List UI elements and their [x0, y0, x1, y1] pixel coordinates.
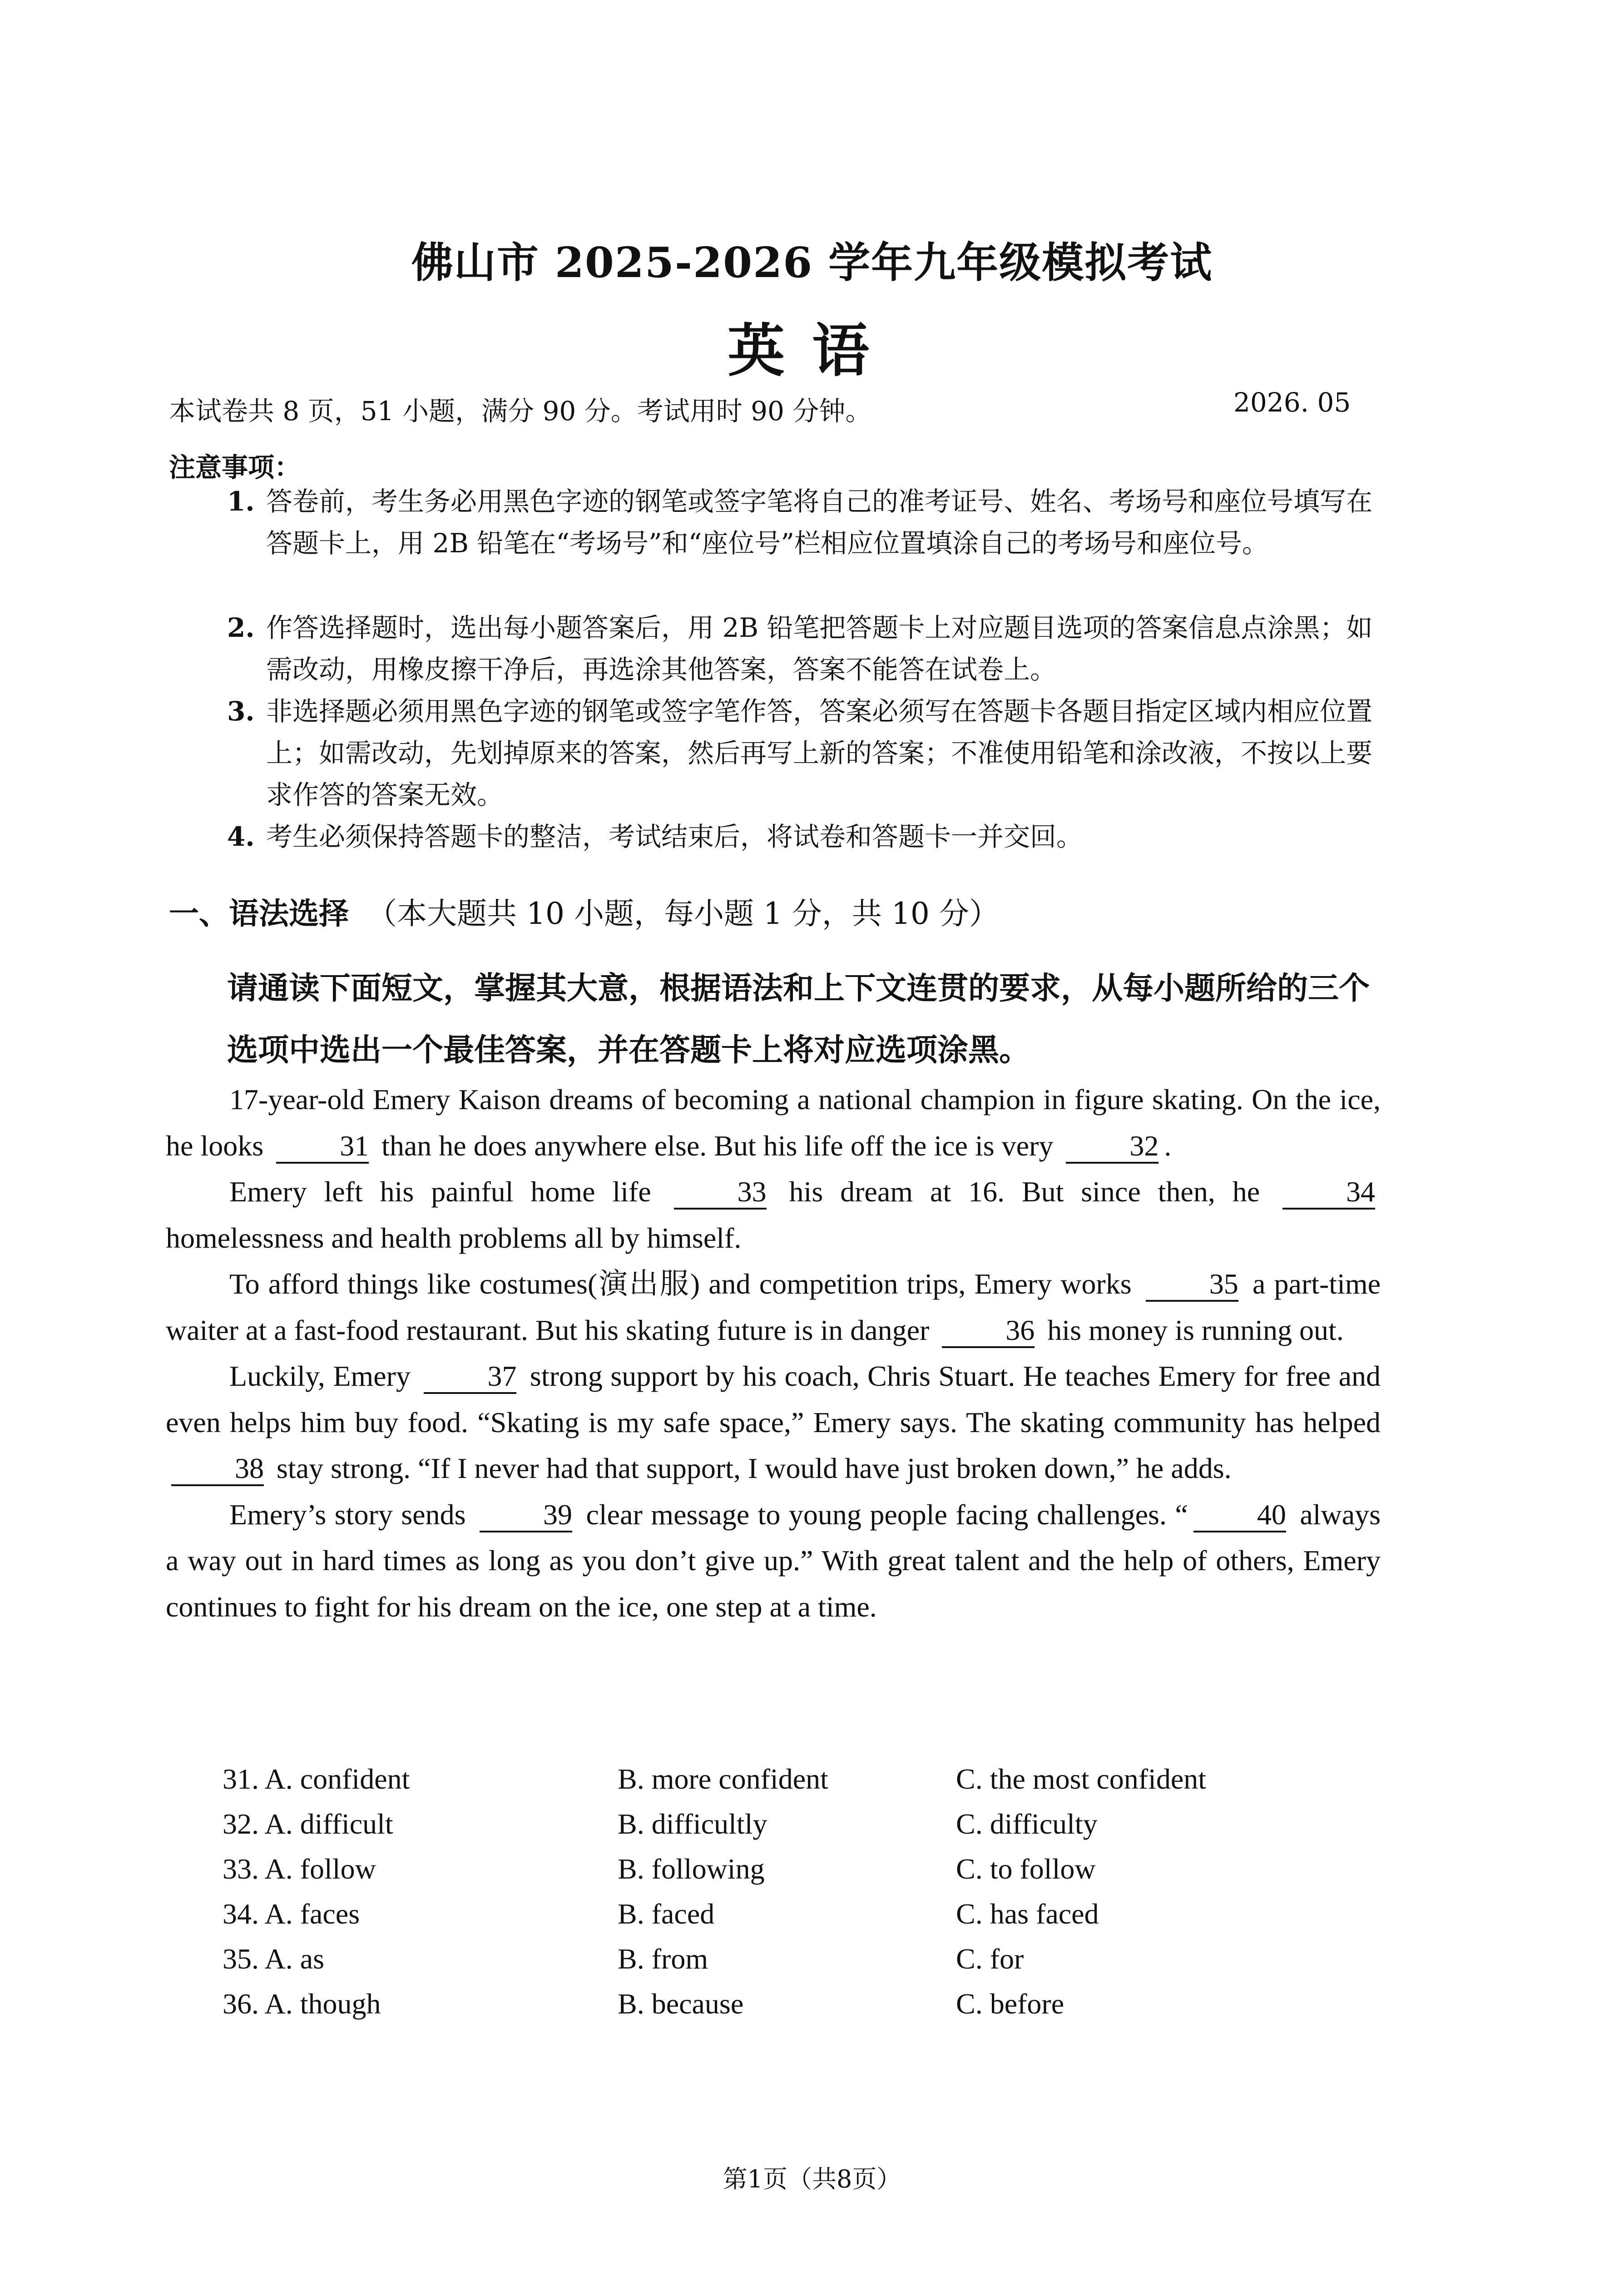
answer-blank: 32	[1066, 1130, 1159, 1164]
option-c: C. before	[956, 1988, 1065, 2020]
option-c: C. difficulty	[956, 1808, 1098, 1840]
answer-blank: 37	[424, 1360, 516, 1394]
subject-title: 英语	[728, 317, 896, 384]
reading-passage	[166, 1076, 1381, 1630]
option-b: B. more confident	[618, 1763, 828, 1795]
note-number: 2.	[227, 612, 255, 643]
section-instruction: 请通读下面短文，掌握其大意，根据语法和上下文连贯的要求，从每小题所给的三个选项中选出一个最佳答案，并在答题卡上将对应选项涂黑。	[227, 970, 1370, 1068]
option-b: B. difficultly	[618, 1808, 767, 1840]
option-c: C. has faced	[956, 1898, 1099, 1930]
passage-text: .	[1164, 1129, 1172, 1162]
passage-text: his money is running out.	[1047, 1314, 1344, 1346]
exam-date: 2026. 05	[1233, 387, 1351, 418]
passage-text: To afford things like costumes(演出服) and competition trips, Emery works	[229, 1268, 1132, 1300]
note-text: 非选择题必须用黑色字迹的钢笔或签字笔作答，答案必须写在答题卡各题目指定区域内相应位置上；如需改动，先划掉原来的答案，然后再写上新的答案；不准使用铅笔和涂改液，不按以上要求作答的答案无效。	[266, 696, 1373, 810]
option-row	[223, 1942, 1358, 1987]
passage-text: his dream at 16. But since then, he	[789, 1175, 1260, 1208]
option-row	[223, 1762, 1358, 1807]
option-c: C. for	[956, 1943, 1024, 1975]
section-points: （本大题共 10 小题，每小题 1 分，共 10 分）	[367, 896, 999, 931]
passage-text: stay strong. “If I never had that support, I would have just broken down,” he adds.	[277, 1452, 1232, 1484]
passage-paragraph	[166, 1492, 1381, 1630]
notes-heading: 注意事项：	[169, 452, 301, 483]
option-a: 31. A. confident	[223, 1763, 410, 1795]
passage-text: strong support by his coach, Chris Stuart. He teaches Emery for free and even helps him buy food. “Skating is my safe space,” Emery says. The skating community has helped	[166, 1360, 1381, 1438]
answer-blank: 33	[674, 1176, 767, 1210]
option-row	[223, 1897, 1358, 1942]
note-text: 答卷前，考生务必用黑色字迹的钢笔或签字笔将自己的准考证号、姓名、考场号和座位号填写在答题卡上，用 2B 铅笔在“考场号”和“座位号”栏相应位置填涂自己的考场号和座位号。	[266, 486, 1373, 559]
passage-text: homelessness and health problems all by himself.	[166, 1221, 742, 1254]
option-c: C. the most confident	[956, 1763, 1207, 1795]
option-b: B. from	[618, 1943, 708, 1975]
note-item	[227, 481, 1390, 564]
answer-blank: 39	[480, 1499, 572, 1532]
option-row	[223, 1987, 1358, 2032]
option-row	[223, 1807, 1358, 1852]
passage-paragraph	[166, 1169, 1381, 1261]
page-footer: 第1页（共8页）	[723, 2165, 901, 2193]
answer-blank: 31	[276, 1130, 369, 1164]
passage-text: than he does anywhere else. But his life off the ice is very	[381, 1129, 1054, 1162]
option-c: C. to follow	[956, 1853, 1096, 1885]
option-row	[223, 1852, 1358, 1897]
passage-text: Luckily, Emery	[229, 1360, 411, 1392]
note-item	[227, 816, 1390, 858]
option-b: B. following	[618, 1853, 765, 1885]
answer-options	[223, 1762, 1358, 2032]
answer-blank: 38	[171, 1453, 264, 1486]
answer-blank: 35	[1146, 1268, 1238, 1302]
note-text: 考生必须保持答题卡的整洁，考试结束后，将试卷和答题卡一并交回。	[266, 821, 1083, 852]
passage-paragraph	[166, 1261, 1381, 1353]
passage-text: a part-time waiter at a fast-food restaurant. But his skating future is in danger	[166, 1268, 1381, 1346]
note-item	[227, 690, 1390, 816]
passage-paragraph	[166, 1353, 1381, 1492]
passage-text: 17-year-old Emery Kaison dreams of becoming a national champion in figure skating. On the ice, he looks	[166, 1083, 1381, 1162]
option-a: 32. A. difficult	[223, 1808, 393, 1840]
option-a: 34. A. faces	[223, 1898, 360, 1930]
section-heading	[169, 889, 999, 932]
exam-meta: 本试卷共 8 页，51 小题，满分 90 分。考试用时 90 分钟。	[169, 396, 872, 426]
passage-paragraph	[166, 1076, 1381, 1169]
note-number: 1.	[227, 486, 255, 517]
exam-title: 佛山市 2025-2026 学年九年级模拟考试	[411, 238, 1213, 287]
passage-text: always a way out in hard times as long as you don’t give up.” With great talent and the help of others, Emery continues to fight for his dream on the ice, one step at a time.	[166, 1498, 1381, 1623]
answer-blank: 34	[1282, 1176, 1375, 1210]
passage-text: Emery’s story sends	[229, 1498, 466, 1531]
option-a: 33. A. follow	[223, 1853, 376, 1885]
option-a: 35. A. as	[223, 1943, 324, 1975]
answer-blank: 40	[1193, 1499, 1286, 1532]
option-b: B. because	[618, 1988, 744, 2020]
note-number: 3.	[227, 696, 255, 727]
section-title: 一、语法选择	[169, 896, 349, 931]
passage-text: Emery left his painful home life	[229, 1175, 651, 1208]
passage-text: clear message to young people facing challenges. “	[586, 1498, 1188, 1531]
answer-blank: 36	[942, 1314, 1035, 1348]
option-b: B. faced	[618, 1898, 715, 1930]
note-text: 作答选择题时，选出每小题答案后，用 2B 铅笔把答题卡上对应题目选项的答案信息点涂黑；如需改动，用橡皮擦干净后，再选涂其他答案，答案不能答在试卷上。	[266, 612, 1373, 685]
option-a: 36. A. though	[223, 1988, 381, 2020]
note-number: 4.	[227, 821, 255, 852]
note-item	[227, 607, 1390, 690]
